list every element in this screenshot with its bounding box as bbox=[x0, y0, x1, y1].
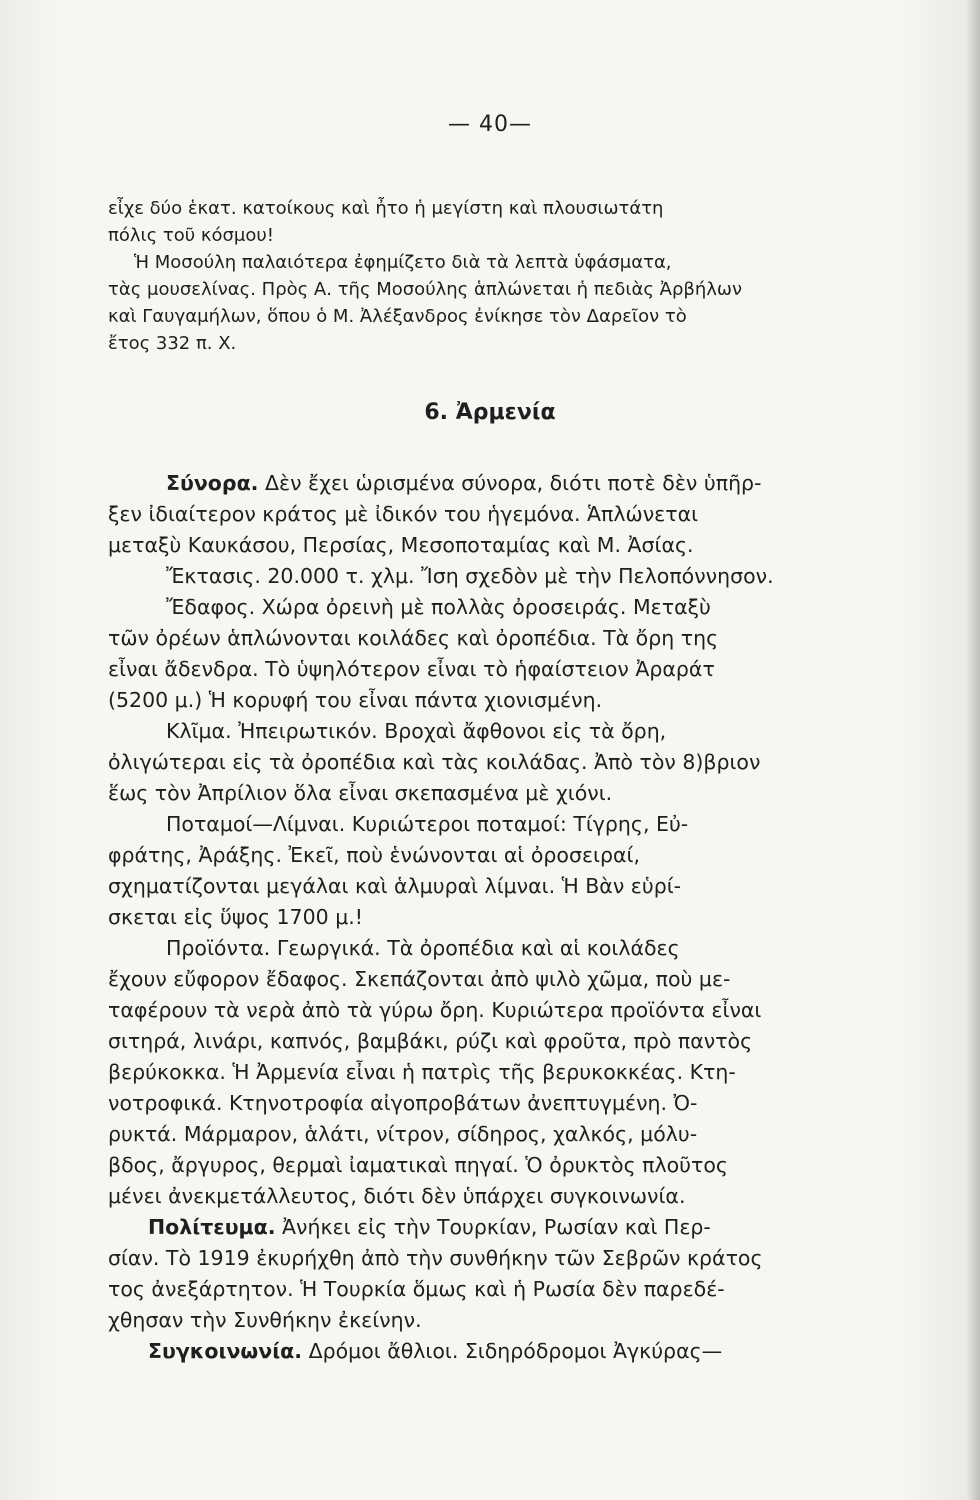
text-fragment: Κυριώτεροι ποταμοί: Τίγρης, Εὐ- bbox=[351, 812, 689, 836]
text-line: μεταξὺ Καυκάσου, Περσίας, Μεσοποταμίας καὶ Μ. Ἀσίας. bbox=[108, 533, 694, 557]
section-number: 6. bbox=[424, 400, 449, 425]
text-line: μένει ἀνεκμετάλλευτος, διότι δὲν ὑπάρχει συγκοινωνία. bbox=[108, 1184, 686, 1208]
text-line: σκεται εἰς ὕψος 1700 μ.! bbox=[108, 905, 363, 929]
text-line: τῶν ὀρέων ἁπλώνονται κοιλάδες καὶ ὀροπέδια. Τὰ ὄρη της bbox=[108, 626, 719, 650]
paragraph-heading: Ἔκτασις. bbox=[166, 564, 261, 588]
text-line: φράτης, Ἀράξης. Ἐκεῖ, ποὺ ἑνώνονται αἱ ὀροσειραί, bbox=[108, 843, 640, 867]
text-fragment: Ἠπειρωτικόν. Βροχαὶ ἄφθονοι εἰς τὰ ὄρη, bbox=[238, 719, 667, 743]
text-line: τὰς μουσελίνας. Πρὸς Α. τῆς Μοσούλης ἁπλώνεται ἡ πεδιὰς Ἀρβήλων bbox=[108, 279, 743, 300]
text-fragment: 20.000 τ. χλμ. Ἴση σχεδὸν μὲ τὴν Πελοπόννησον. bbox=[267, 564, 774, 588]
paragraph-first-line bbox=[108, 561, 878, 592]
text-fragment: Ἀνήκει εἰς τὴν Τουρκίαν, Ρωσίαν καὶ Περ- bbox=[282, 1215, 711, 1239]
text-line: Ἡ Μοσούλη παλαιότερα ἐφημίζετο διὰ τὰ λεπτὰ ὑφάσματα, bbox=[134, 252, 672, 273]
intro-text bbox=[108, 195, 878, 357]
text-line: ταφέρουν τὰ νερὰ ἀπὸ τὰ γύρω ὄρη. Κυριώτερα προϊόντα εἶναι bbox=[108, 998, 762, 1022]
paragraph-first-line bbox=[108, 1212, 878, 1243]
section-heading bbox=[0, 400, 980, 425]
paragraph-first-line bbox=[108, 1336, 878, 1367]
section-title: Ἀρμενία bbox=[455, 400, 556, 425]
paragraph-first-line bbox=[108, 716, 878, 747]
text-line: καὶ Γαυγαμήλων, ὅπου ὁ Μ. Ἀλέξανδρος ἐνίκησε τὸν Δαρεῖον τὸ bbox=[108, 306, 687, 327]
section-body bbox=[108, 468, 878, 1367]
text-line: ἕως τὸν Ἀπρίλιον ὅλα εἶναι σκεπασμένα μὲ χιόνι. bbox=[108, 781, 613, 805]
text-line: τος ἀνεξάρτητον. Ἡ Τουρκία ὅμως καὶ ἡ Ρωσία δὲν παρεδέ- bbox=[108, 1277, 725, 1301]
paragraph-first-line bbox=[108, 468, 878, 499]
text-line: σιτηρά, λινάρι, καπνός, βαμβάκι, ρύζι καὶ φροῦτα, πρὸ παντὸς bbox=[108, 1029, 753, 1053]
text-line: ὀλιγώτεραι εἰς τὰ ὀροπέδια καὶ τὰς κοιλάδας. Ἀπὸ τὸν 8)βριον bbox=[108, 750, 761, 774]
text-fragment: Γεωργικά. Τὰ ὀροπέδια καὶ αἱ κοιλάδες bbox=[276, 936, 680, 960]
paragraph-heading: Συγκοινωνία. bbox=[148, 1339, 303, 1363]
paragraph-heading: Προϊόντα. bbox=[166, 936, 271, 960]
paragraph-first-line bbox=[108, 933, 878, 964]
paragraph-heading: Κλῖμα. bbox=[166, 719, 232, 743]
text-line: πόλις τοῦ κόσμου! bbox=[108, 225, 274, 246]
paragraph-heading: Ἔδαφος. bbox=[166, 595, 256, 619]
text-line: ρυκτά. Μάρμαρον, ἁλάτι, νίτρον, σίδηρος, χαλκός, μόλυ- bbox=[108, 1122, 698, 1146]
paragraph-first-line bbox=[108, 809, 878, 840]
text-line: σίαν. Τὸ 1919 ἐκυρήχθη ἀπὸ τὴν συνθήκην τῶν Σεβρῶν κράτος bbox=[108, 1246, 763, 1270]
text-line: βδος, ἄργυρος, θερμαὶ ἰαματικαὶ πηγαί. Ὁ ὀρυκτὸς πλοῦτος bbox=[108, 1153, 728, 1177]
text-line: εἶναι ἄδενδρα. Τὸ ὑψηλότερον εἶναι τὸ ἡφαίστειον Ἀραράτ bbox=[108, 657, 715, 681]
text-line: ἔχουν εὔφορον ἔδαφος. Σκεπάζονται ἀπὸ ψιλὸ χῶμα, ποὺ με- bbox=[108, 967, 731, 991]
text-line: σχηματίζονται μεγάλαι καὶ ἁλμυραὶ λίμναι. Ἡ Βὰν εὑρί- bbox=[108, 874, 682, 898]
text-line: ἔτος 332 π. Χ. bbox=[108, 333, 237, 354]
paragraph-heading: Ποταμοί—Λίμναι. bbox=[166, 812, 346, 836]
page-edge-shadow bbox=[966, 0, 980, 1500]
text-fragment: Δρόμοι ἄθλιοι. Σιδηρόδρομοι Ἀγκύρας— bbox=[308, 1339, 723, 1363]
page-number: — 40— bbox=[448, 112, 532, 137]
text-line: εἶχε δύο ἑκατ. κατοίκους καὶ ἦτο ἡ μεγίστη καὶ πλουσιωτάτη bbox=[108, 198, 664, 219]
text-line: χθησαν τὴν Συνθήκην ἐκείνην. bbox=[108, 1308, 422, 1332]
paragraph-heading: Σύνορα. bbox=[166, 471, 259, 495]
text-line: βερύκοκκα. Ἡ Ἀρμενία εἶναι ἡ πατρὶς τῆς βερυκοκκέας. Κτη- bbox=[108, 1060, 736, 1084]
text-fragment: Δὲν ἔχει ὡρισμένα σύνορα, διότι ποτὲ δὲν ὑπῆρ- bbox=[264, 471, 762, 495]
text-line: νοτροφικά. Κτηνοτροφία αἰγοπροβάτων ἀνεπτυγμένη. Ὀ- bbox=[108, 1091, 698, 1115]
text-line: (5200 μ.) Ἡ κορυφή του εἶναι πάντα χιονισμένη. bbox=[108, 688, 603, 712]
paragraph-first-line bbox=[108, 592, 878, 623]
paragraph-heading: Πολίτευμα. bbox=[148, 1215, 276, 1239]
text-line: ξεν ἰδιαίτερον κράτος μὲ ἰδικόν του ἡγεμόνα. Ἁπλώνεται bbox=[108, 502, 699, 526]
text-fragment: Χώρα ὀρεινὴ μὲ πολλὰς ὀροσειράς. Μεταξὺ bbox=[261, 595, 711, 619]
